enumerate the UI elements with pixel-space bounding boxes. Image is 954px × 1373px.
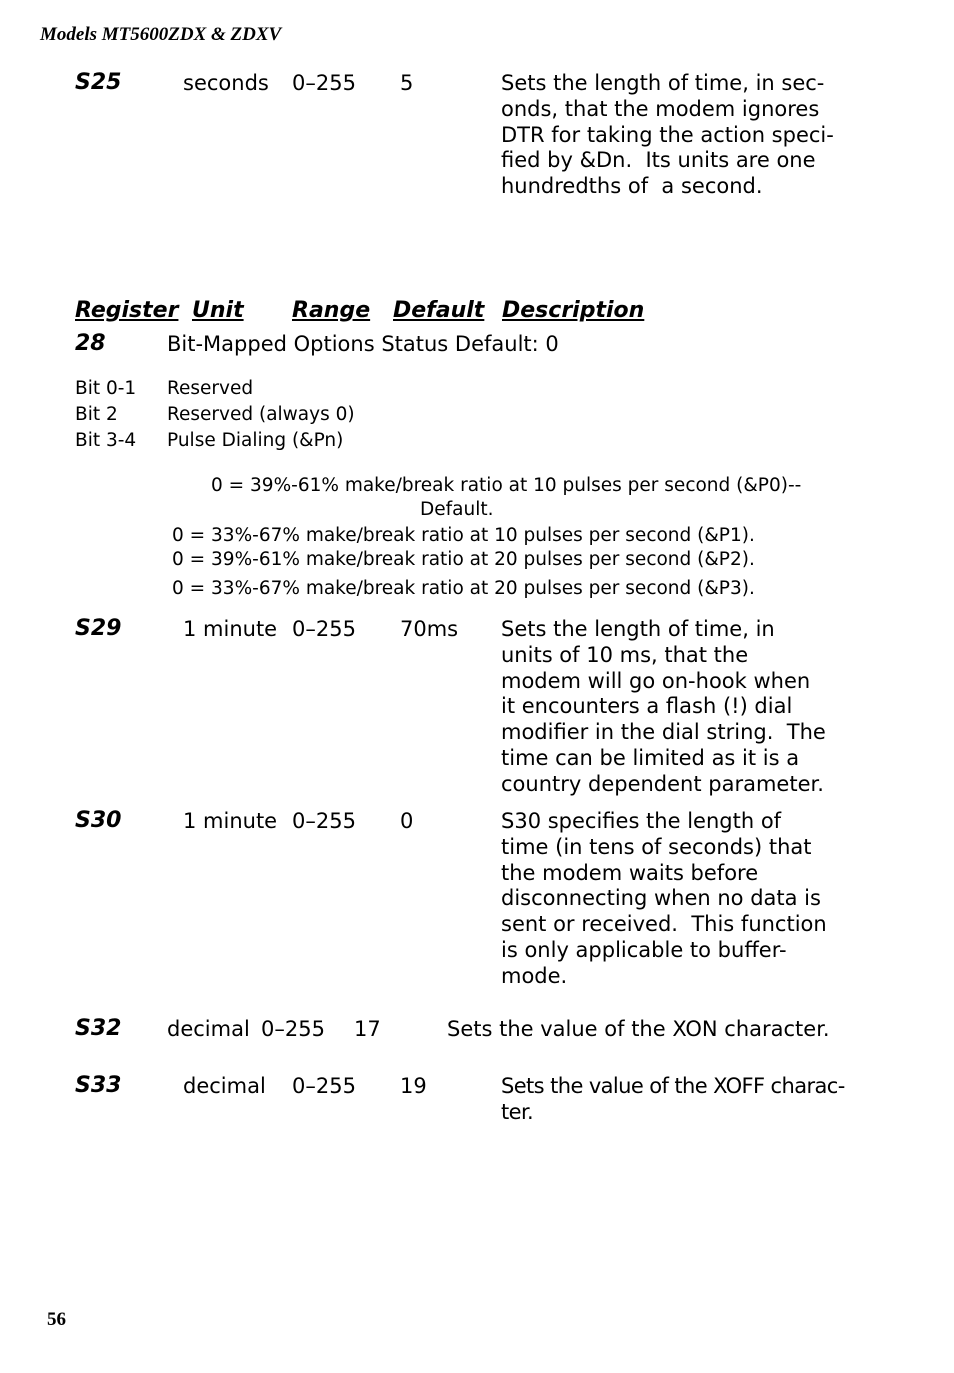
header-range: Range (292, 298, 371, 323)
register-s30: S30 (75, 808, 122, 833)
register-s33: S33 (75, 1073, 122, 1098)
unit-s33: decimal (183, 1074, 266, 1098)
range-s30: 0–255 (292, 809, 356, 833)
register-s29: S29 (75, 616, 122, 641)
bit-label: Bit 0-1 (75, 378, 137, 399)
running-header: Models MT5600ZDX & ZDXV (40, 24, 282, 45)
register-28: 28 (75, 331, 106, 356)
description-s32: Sets the value of the XON character. (447, 1017, 830, 1041)
header-register: Register (75, 298, 179, 323)
pulse-option-line: 0 = 39%-61% make/break ratio at 10 pulses per second (&P0)-- (211, 475, 802, 496)
description-s29: Sets the length of time, in units of 10 ms, that the modem will go on-hook when it encounters a flash (!) dial modifier in the dial string. The time can be limited as it is a country dependent parameter. (501, 617, 826, 796)
unit-s32: decimal (167, 1017, 250, 1041)
bit-text: Reserved (167, 378, 254, 399)
pulse-option-line: 0 = 39%-61% make/break ratio at 20 pulses per second (&P2). (172, 549, 755, 570)
unit-s25: seconds (183, 71, 269, 95)
bit-text: Reserved (always 0) (167, 404, 355, 425)
bit-label: Bit 3-4 (75, 430, 137, 451)
s28-title: Bit-Mapped Options Status Default: 0 (167, 332, 559, 356)
register-s25: S25 (75, 70, 122, 95)
range-s25: 0–255 (292, 71, 356, 95)
default-s32: 17 (354, 1017, 381, 1041)
default-s25: 5 (400, 71, 414, 95)
header-unit: Unit (192, 298, 244, 323)
bit-label: Bit 2 (75, 404, 118, 425)
register-s32: S32 (75, 1016, 122, 1041)
pulse-option-line: 0 = 33%-67% make/break ratio at 10 pulses per second (&P1). (172, 525, 755, 546)
default-s29: 70ms (400, 617, 459, 641)
description-s30: S30 specifies the length of time (in tens of seconds) that the modem waits before disconnecting when no data is sent or received. This function is only applicable to buffer- mode. (501, 809, 827, 988)
default-s30: 0 (400, 809, 414, 833)
header-default: Default (393, 298, 485, 323)
description-s25: Sets the length of time, in sec- onds, that the modem ignores DTR for taking the action speci- fied by &Dn. Its units are one hundredths of a second. (501, 71, 834, 199)
bit-text: Pulse Dialing (&Pn) (167, 430, 344, 451)
range-s32: 0–255 (261, 1017, 325, 1041)
pulse-option-line: 0 = 33%-67% make/break ratio at 20 pulses per second (&P3). (172, 578, 755, 599)
unit-s29: 1 minute (183, 617, 278, 641)
range-s33: 0–255 (292, 1074, 356, 1098)
unit-s30: 1 minute (183, 809, 278, 833)
description-s33: Sets the value of the XOFF charac- ter. (501, 1074, 845, 1124)
pulse-option-line: Default. (420, 499, 494, 520)
default-s33: 19 (400, 1074, 427, 1098)
range-s29: 0–255 (292, 617, 356, 641)
header-description: Description (502, 298, 645, 323)
page-number: 56 (47, 1309, 66, 1330)
